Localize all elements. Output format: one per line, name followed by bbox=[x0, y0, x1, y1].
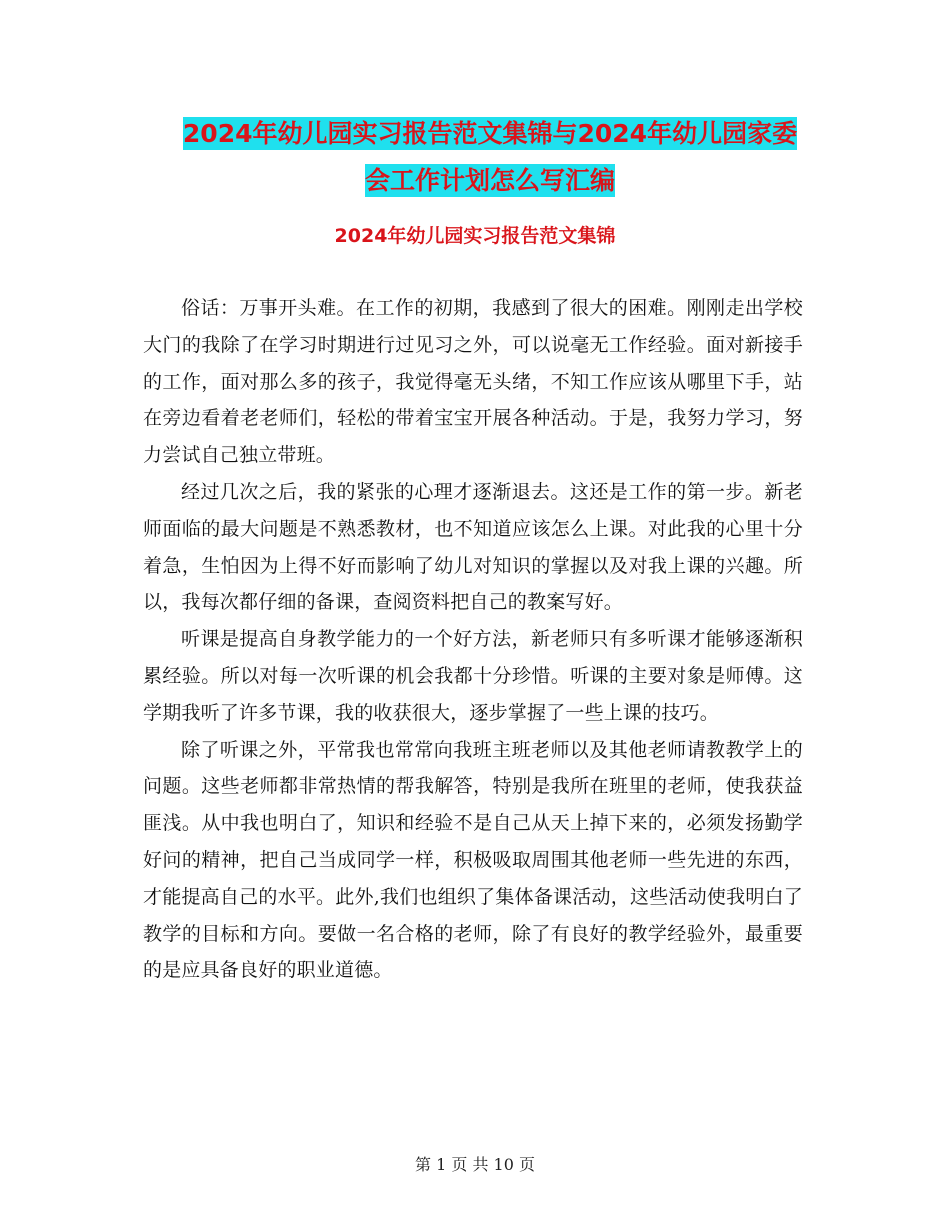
section-title: 2024年幼儿园实习报告范文集锦 bbox=[334, 225, 616, 247]
document-title bbox=[140, 110, 840, 204]
paragraph-1: 俗话：万事开头难。在工作的初期，我感到了很大的困难。刚刚走出学校大门的我除了在学习时期进行过见习之外，可以说毫无工作经验。面对新接手的工作，面对那么多的孩子，我觉得毫无头绪，不知工作应该从哪里下手，站在旁边看着老老师们，轻松的带着宝宝开展各种活动。于是，我努力学习，努力尝试自己独立带班。 bbox=[143, 297, 803, 467]
page-footer: 第 1 页 共 10 页 bbox=[415, 1155, 535, 1174]
document-title-line-1: 2024年幼儿园实习报告范文集锦与2024年幼儿园家委 bbox=[182, 119, 798, 148]
document-title-line-2: 会工作计划怎么写汇编 bbox=[364, 166, 615, 195]
body-text bbox=[143, 290, 803, 989]
paragraph-2: 经过几次之后，我的紧张的心理才逐渐退去。这还是工作的第一步。新老师面临的最大问题是不熟悉教材，也不知道应该怎么上课。对此我的心里十分着急，生怕因为上得不好而影响了幼儿对知识的掌握以及对我上课的兴趣。所以，我每次都仔细的备课，查阅资料把自己的教案写好。 bbox=[143, 480, 803, 614]
paragraph-3: 听课是提高自身教学能力的一个好方法，新老师只有多听课才能够逐渐积累经验。所以对每一次听课的机会我都十分珍惜。听课的主要对象是师傅。这学期我听了许多节课，我的收获很大，逐步掌握了一些上课的技巧。 bbox=[143, 628, 803, 724]
paragraph-4: 除了听课之外，平常我也常常向我班主班老师以及其他老师请教教学上的问题。这些老师都非常热情的帮我解答，特别是我所在班里的老师，使我获益匪浅。从中我也明白了，知识和经验不是自己从天上掉下来的，必须发扬勤学好问的精神，把自己当成同学一样，积极吸取周围其他老师一些先进的东西，才能提高自己的水平。此外,我们也组织了集体备课活动，这些活动使我明白了教学的目标和方向。要做一名合格的老师，除了有良好的教学经验外，最重要的是应具备良好的职业道德。 bbox=[143, 738, 803, 982]
